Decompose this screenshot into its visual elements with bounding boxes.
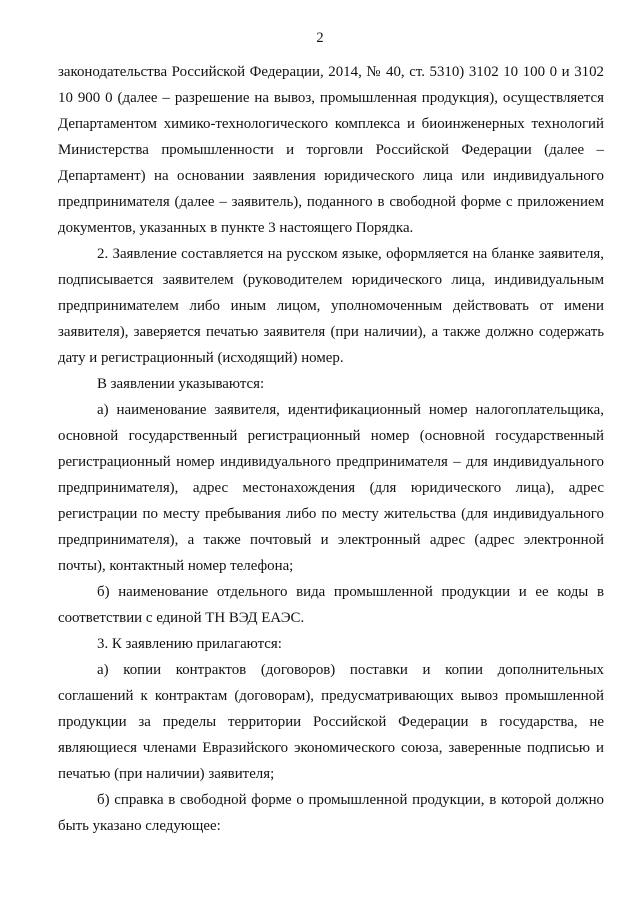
page-number: 2 bbox=[316, 30, 324, 46]
paragraph-item-3: 3. К заявлению прилагаются: bbox=[97, 636, 282, 652]
paragraph-item-3-subitem-b: б) справка в свободной форме о промышленной продукции, в которой должно быть указано следующее: bbox=[58, 792, 604, 834]
paragraph-subitem-b: б) наименование отдельного вида промышленной продукции и ее коды в соответствии с единой ТН ВЭД ЕАЭС. bbox=[58, 584, 604, 626]
paragraph-item-2: 2. Заявление составляется на русском языке, оформляется на бланке заявителя, подписывается заявителем (руководителем юридического лица, индивидуальным предпринимателем либо иным лицом, уполномоченным действовать от имени заявителя), заверяется печатью заявителя (при наличии), а также должно содержать дату и регистрационный (исходящий) номер. bbox=[58, 246, 604, 366]
paragraph-item-3-subitem-a: а) копии контрактов (договоров) поставки и копии дополнительных соглашений к контрактам (договорам), предусматривающих вывоз промышленной продукции за пределы территории Российской Федерации в государства, не являющиеся членами Евразийского экономического союза, заверенные подписью и печатью (при наличии) заявителя; bbox=[58, 662, 604, 782]
paragraph-continuation: законодательства Российской Федерации, 2014, № 40, ст. 5310) 3102 10 100 0 и 3102 10 900 0 (далее – разрешение на вывоз, промышленная продукция), осуществляется Департаментом химико-технологического комплекса и биоинженерных технологий Министерства промышленности и торговли Российской Федерации (далее – Департамент) на основании заявления юридического лица или индивидуального предпринимателя (далее – заявитель), поданного в свободной форме с приложением документов, указанных в пункте 3 настоящего Порядка. bbox=[58, 64, 604, 236]
paragraph-subitem-a: а) наименование заявителя, идентификационный номер налогоплательщика, основной государственный регистрационный номер (основной государственный регистрационный номер индивидуального предпринимателя – для индивидуального предпринимателя), адрес местонахождения (для юридического лица), адрес регистрации по месту пребывания либо по месту жительства (для индивидуального предпринимателя), а также почтовый и электронный адрес (адрес электронной почты), контактный номер телефона; bbox=[58, 402, 604, 574]
document-body bbox=[58, 59, 604, 839]
paragraph-list-intro: В заявлении указываются: bbox=[97, 376, 265, 392]
